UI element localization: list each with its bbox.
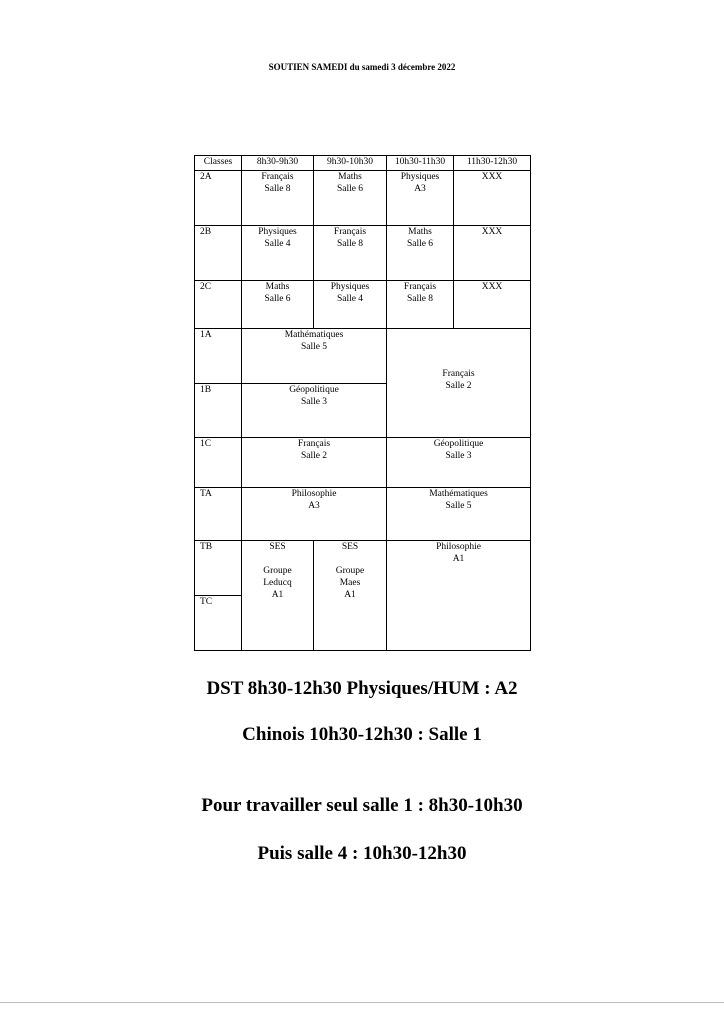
class-label: 2C (195, 281, 242, 329)
note-salle-4: Puis salle 4 : 10h30-12h30 (257, 843, 467, 864)
header-slot-1: 8h30-9h30 (242, 156, 314, 171)
course-cell: Français Salle 2 (387, 329, 531, 438)
class-label: TC (195, 596, 242, 651)
class-label: 2B (195, 226, 242, 281)
table-row (195, 488, 531, 541)
course-cell: Physiques Salle 4 (242, 226, 314, 281)
course-cell: XXX (454, 281, 531, 329)
course-cell: Maths Salle 6 (387, 226, 454, 281)
header-slot-4: 11h30-12h30 (454, 156, 531, 171)
course-cell: Physiques A3 (387, 171, 454, 226)
table-row (195, 226, 531, 281)
page-bottom-divider (0, 1002, 724, 1003)
course-cell: Physiques Salle 4 (314, 281, 387, 329)
table-row (195, 171, 531, 226)
course-cell: Philosophie A1 (387, 541, 531, 651)
header-row (195, 156, 531, 171)
table-row (195, 329, 531, 384)
table-row (195, 541, 531, 596)
course-cell: SES Groupe Leducq A1 (242, 541, 314, 651)
course-cell: Français Salle 8 (387, 281, 454, 329)
course-cell: Géopolitique Salle 3 (387, 438, 531, 488)
note-chinois: Chinois 10h30-12h30 : Salle 1 (242, 724, 482, 745)
schedule-table (194, 155, 531, 651)
course-cell: Maths Salle 6 (314, 171, 387, 226)
course-cell: Français Salle 8 (242, 171, 314, 226)
table-row (195, 281, 531, 329)
page-title: SOUTIEN SAMEDI du samedi 3 décembre 2022 (268, 62, 456, 72)
course-cell: Français Salle 2 (242, 438, 387, 488)
course-cell: XXX (454, 226, 531, 281)
course-cell: Géopolitique Salle 3 (242, 384, 387, 438)
course-cell: Mathématiques Salle 5 (387, 488, 531, 541)
class-label: 2A (195, 171, 242, 226)
course-cell: XXX (454, 171, 531, 226)
course-cell: SES Groupe Maes A1 (314, 541, 387, 651)
course-cell: Français Salle 8 (314, 226, 387, 281)
note-travail-seul: Pour travailler seul salle 1 : 8h30-10h30 (201, 795, 523, 816)
course-cell: Maths Salle 6 (242, 281, 314, 329)
course-cell: Philosophie A3 (242, 488, 387, 541)
course-cell: Mathématiques Salle 5 (242, 329, 387, 384)
header-classes: Classes (195, 156, 242, 171)
class-label: 1C (195, 438, 242, 488)
header-slot-2: 9h30-10h30 (314, 156, 387, 171)
header-slot-3: 10h30-11h30 (387, 156, 454, 171)
note-dst: DST 8h30-12h30 Physiques/HUM : A2 (206, 678, 518, 699)
class-label: TB (195, 541, 242, 596)
table-row (195, 438, 531, 488)
class-label: 1A (195, 329, 242, 384)
class-label: 1B (195, 384, 242, 438)
class-label: TA (195, 488, 242, 541)
